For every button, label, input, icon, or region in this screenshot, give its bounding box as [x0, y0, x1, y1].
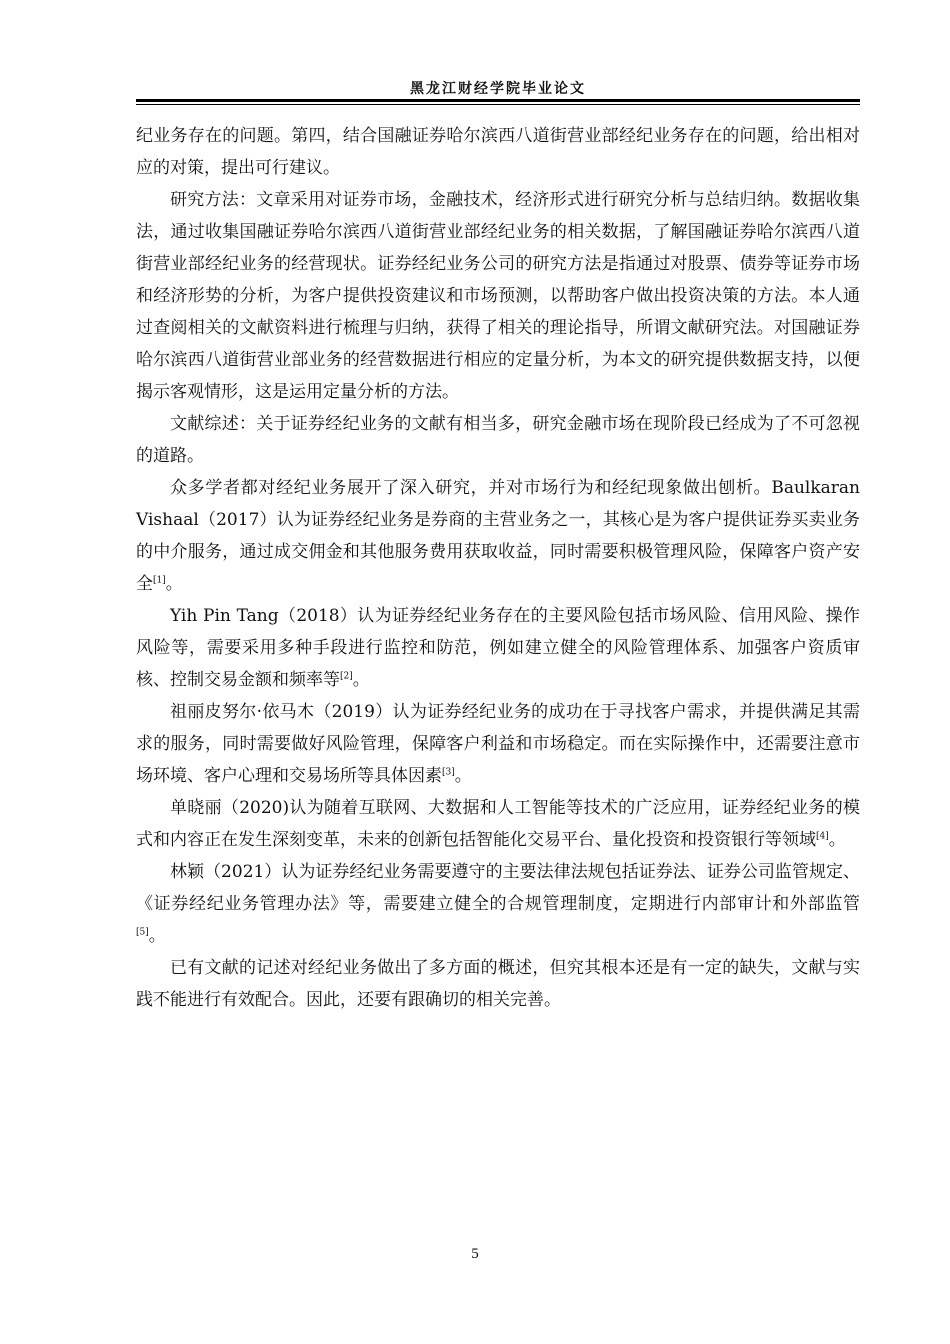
- citation-2-ref: [2]: [340, 671, 353, 682]
- paragraph-continuation: 纪业务存在的问题。第四，结合国融证券哈尔滨西八道街营业部经纪业务存在的问题，给出相对应的对策，提出可行建议。: [136, 126, 860, 178]
- page-number: 5: [471, 1246, 479, 1262]
- paragraph-citation-4: [136, 792, 860, 856]
- citation-2-text: Yih Pin Tang（2018）认为证券经纪业务存在的主要风险包括市场风险、信用风险、操作风险等，需要采用多种手段进行监控和防范，例如建立健全的风险管理体系、加强客户资质审核、控制交易金额和频率等: [136, 606, 860, 690]
- header-rule-thick: [136, 99, 860, 102]
- citation-4-ref: [4]: [816, 831, 829, 842]
- citation-5-text: 林颖（2021）认为证券经纪业务需要遵守的主要法律法规包括证券法、证券公司监管规定、《证券经纪业务管理办法》等，需要建立健全的合规管理制度，定期进行内部审计和外部监管: [136, 862, 860, 914]
- citation-3-ref: [3]: [442, 767, 455, 778]
- citation-4-end: 。: [828, 830, 846, 850]
- citation-5-ref: [5]: [136, 927, 149, 938]
- citation-3-text: 祖丽皮努尔·依马木（2019）认为证券经纪业务的成功在于寻找客户需求，并提供满足其需求的服务，同时需要做好风险管理，保障客户利益和市场稳定。而在实际操作中，还需要注意市场环境、客户心理和交易场所等具体因素: [136, 702, 860, 786]
- paragraph-literature-review: 文献综述：关于证券经纪业务的文献有相当多，研究金融市场在现阶段已经成为了不可忽视的道路。: [136, 414, 860, 466]
- paragraph-citation-1: [136, 472, 860, 600]
- citation-1-end: 。: [165, 574, 183, 594]
- citation-1-ref: [1]: [153, 575, 166, 586]
- paragraph-conclusion: 已有文献的记述对经纪业务做出了多方面的概述，但究其根本还是有一定的缺失，文献与实践不能进行有效配合。因此，还要有跟确切的相关完善。: [136, 958, 860, 1010]
- paragraph-citation-5: [136, 856, 860, 952]
- paragraph-citation-2: [136, 600, 860, 696]
- citation-4-text: 单晓丽（2020)认为随着互联网、大数据和人工智能等技术的广泛应用，证券经纪业务的模式和内容正在发生深刻变革，未来的创新包括智能化交易平台、量化投资和投资银行等领域: [136, 798, 860, 850]
- header-rule-thin: [136, 104, 860, 105]
- paragraph-citation-3: [136, 696, 860, 792]
- citation-2-end: 。: [352, 670, 370, 690]
- citation-1-text: 众多学者都对经纪业务展开了深入研究，并对市场行为和经纪现象做出刨析。Baulkaran Vishaal（2017）认为证券经纪业务是券商的主营业务之一，其核心是为客户提供证券买卖业务的中介服务，通过成交佣金和其他服务费用获取收益，同时需要积极管理风险，保障客户资产安全: [136, 478, 860, 594]
- citation-5-end: 。: [148, 926, 166, 946]
- running-header-title: 黑龙江财经学院毕业论文: [410, 81, 586, 97]
- citation-3-end: 。: [454, 766, 472, 786]
- paragraph-research-methods: 研究方法：文章采用对证券市场，金融技术，经济形式进行研究分析与总结归纳。数据收集法，通过收集国融证券哈尔滨西八道街营业部经纪业务的相关数据，了解国融证券哈尔滨西八道街营业部经纪业务的经营现状。证券经纪业务公司的研究方法是指通过对股票、债券等证券市场和经济形势的分析，为客户提供投资建议和市场预测，以帮助客户做出投资决策的方法。本人通过查阅相关的文献资料进行梳理与归纳，获得了相关的理论指导，所谓文献研究法。对国融证券哈尔滨西八道街营业部业务的经营数据进行相应的定量分析，为本文的研究提供数据支持，以便揭示客观情形，这是运用定量分析的方法。: [136, 190, 860, 402]
- body-text: [136, 120, 860, 1016]
